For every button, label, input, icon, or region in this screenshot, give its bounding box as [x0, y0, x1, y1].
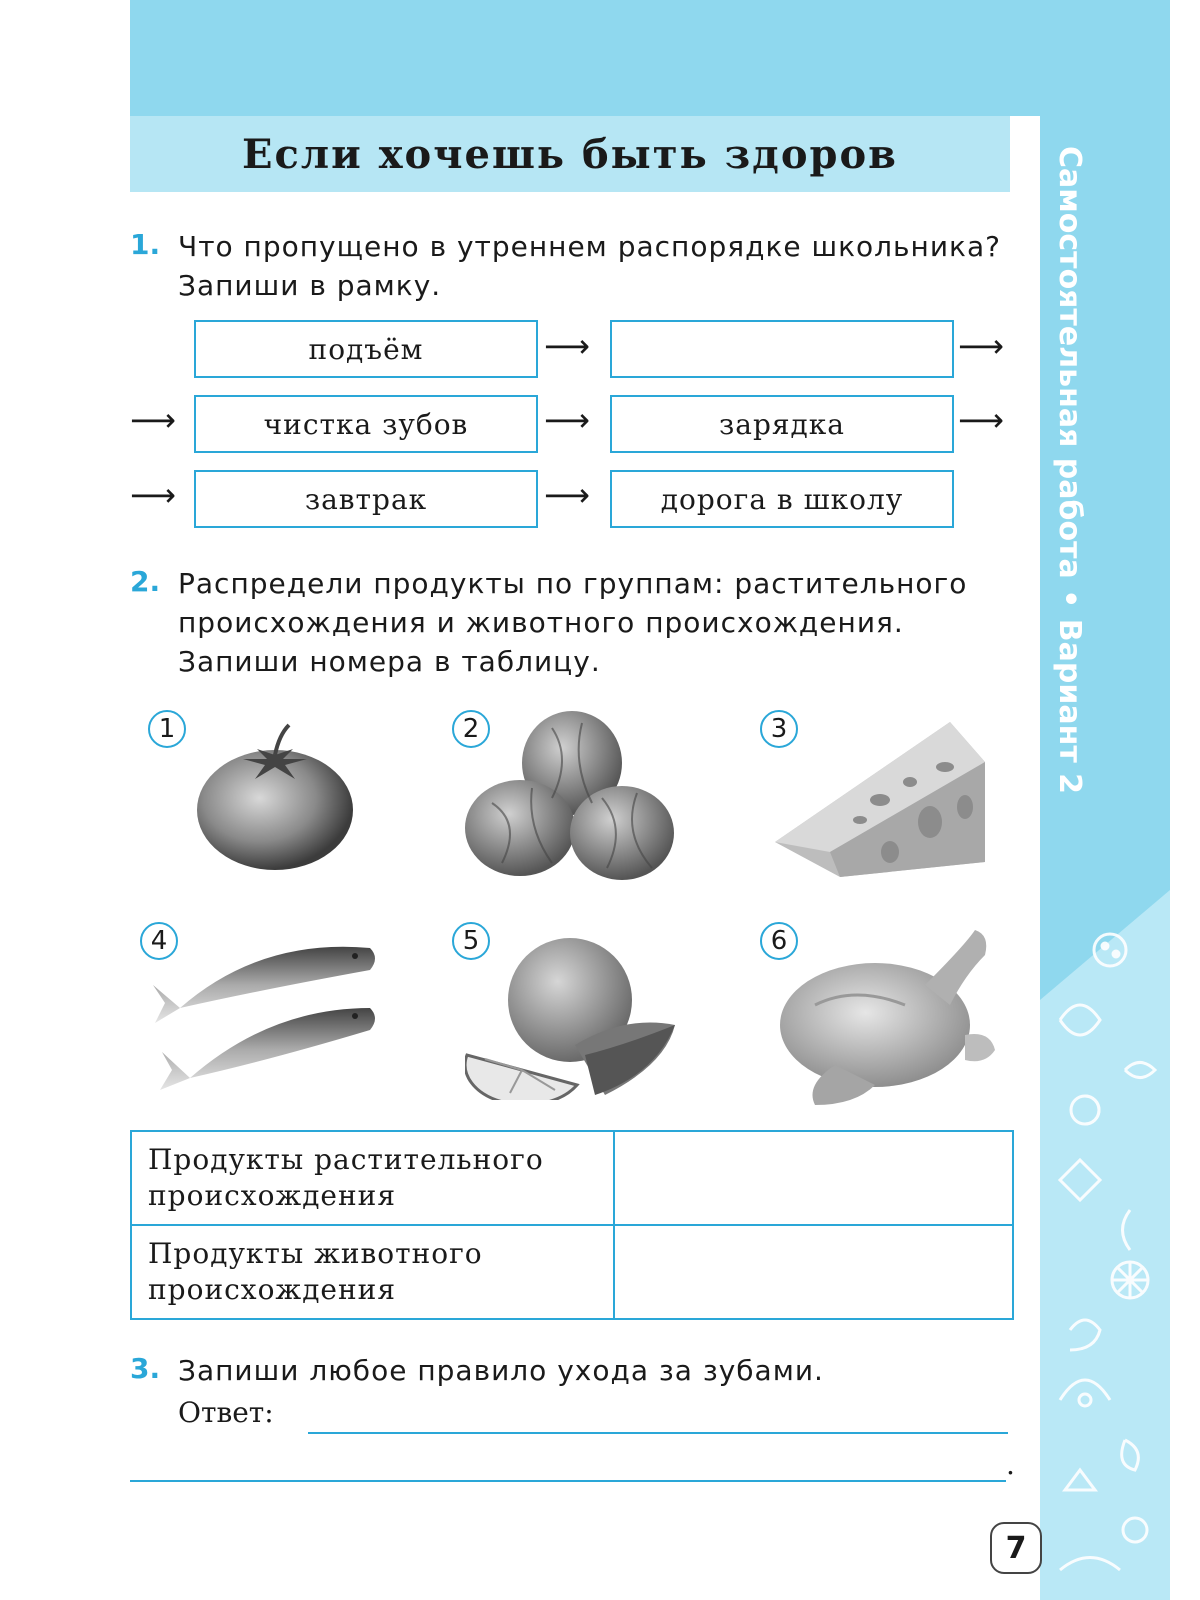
arrow-icon: ⟶: [130, 401, 176, 439]
table-row: [131, 1131, 1013, 1225]
question-2-text: Распредели продукты по группам: растительного происхождения и животного происхождения. Запиши номера в таблицу.: [178, 567, 968, 678]
cheese-icon: [770, 712, 1000, 877]
question-3-text: Запиши любое правило ухода за зубами.: [178, 1354, 824, 1387]
question-2-number: 2.: [130, 565, 161, 598]
item-number-4: 4: [140, 922, 178, 960]
page-number: 7: [990, 1522, 1042, 1574]
answer-line-1[interactable]: [308, 1432, 1008, 1434]
arrow-icon: ⟶: [544, 401, 590, 439]
table-answer-plant[interactable]: [614, 1131, 1013, 1225]
question-3-number: 3.: [130, 1352, 161, 1385]
routine-answer-box[interactable]: [610, 320, 954, 378]
arrow-icon: ⟶: [958, 401, 1004, 439]
item-number-1: 1: [148, 710, 186, 748]
arrow-icon: ⟶: [958, 327, 1004, 365]
decorative-doodles: [1040, 880, 1170, 1600]
arrow-icon: ⟶: [544, 327, 590, 365]
tomato-icon: [190, 715, 360, 875]
arrow-icon: ⟶: [544, 476, 590, 514]
item-number-3: 3: [760, 710, 798, 748]
routine-box-6: дорога в школу: [610, 470, 954, 528]
orange-icon: [465, 935, 685, 1100]
question-1-number: 1.: [130, 228, 161, 261]
item-number-5: 5: [452, 922, 490, 960]
products-table: [130, 1130, 1014, 1320]
side-tab-label: Самостоятельная работа • Вариант 2: [1052, 146, 1087, 795]
routine-box-3: чистка зубов: [194, 395, 538, 453]
table-answer-animal[interactable]: [614, 1225, 1013, 1319]
chicken-icon: [775, 925, 1000, 1105]
answer-line-2[interactable]: [130, 1480, 1006, 1482]
routine-box-4: зарядка: [610, 395, 954, 453]
table-label-plant: Продукты растительного происхождения: [131, 1131, 614, 1225]
item-number-6: 6: [760, 922, 798, 960]
item-number-2: 2: [452, 710, 490, 748]
walnuts-icon: [462, 708, 682, 883]
end-period: .: [1006, 1448, 1015, 1481]
fish-icon: [150, 928, 380, 1103]
top-color-band: [130, 0, 1170, 116]
page-title: Если хочешь быть здоров: [242, 130, 898, 178]
answer-label: Ответ:: [178, 1396, 274, 1429]
routine-box-5: завтрак: [194, 470, 538, 528]
table-row: [131, 1225, 1013, 1319]
question-1-text: Что пропущено в утреннем распорядке школьника? Запиши в рамку.: [178, 230, 1001, 302]
table-label-animal: Продукты животного происхождения: [131, 1225, 614, 1319]
arrow-icon: ⟶: [130, 476, 176, 514]
routine-box-1: подъём: [194, 320, 538, 378]
